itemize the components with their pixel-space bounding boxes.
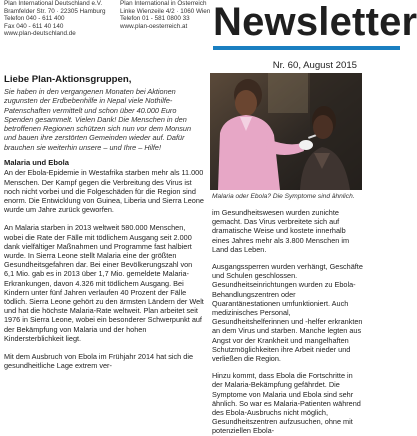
greeting-heading: Liebe Plan-Aktionsgruppen, — [4, 74, 132, 85]
address-austria — [120, 0, 210, 30]
address-line: www.plan-deutschland.de — [4, 30, 76, 38]
address-line: Bramfelder Str. 70 · 22305 Hamburg — [4, 7, 106, 15]
health-worker-photo — [210, 73, 362, 190]
article-photo — [210, 73, 362, 190]
issue-number: Nr. 60, August 2015 — [272, 60, 357, 71]
title-underline-rule — [213, 46, 400, 50]
address-line: Telefon 040 - 611 400 — [4, 15, 65, 23]
newsletter-title: Newsletter — [213, 0, 417, 44]
section-heading: Malaria und Ebola — [4, 158, 69, 168]
article-paragraph: Hinzu kommt, dass Ebola die Fortschritte in der Malaria-Bekämpfung gefährdet. Die Symptome von Malaria und Ebola sind sehr ähnlich. So war es Malaria-Patienten während des Ebola-Ausbruchs nicht möglich, Gesundheitszentren aufzusuchen, ohne mit potenziellen Ebola- — [212, 371, 361, 436]
article-paragraph: An der Ebola-Epidemie in Westafrika starben mehr als 11.000 Menschen. Der Kampf gegen die Verbreitung des Virus ist noch nicht vorbei und die Folgeschäden für die Region sind enorm. Die Entwicklung von Guinea, Liberia und Sierra Leone wurde um Jahre zurück geworfen. — [4, 168, 204, 215]
photo-caption: Malaria oder Ebola? Die Symptome sind ähnlich. — [212, 193, 355, 200]
address-line: Plan International Deutschland e.V. — [4, 0, 103, 7]
address-line: Linke Wienzeile 4/2 · 1060 Wien — [120, 7, 211, 15]
article-paragraph: Ausgangssperren wurden verhängt, Geschäfte und Schulen geschlossen. Gesundheitseinrichtungen wurden zu Ebola-Behandlungszentren oder Quarantänestationen umfunktioniert. Auch medizinisches Personal, Gesundheitshelferinnen und -helfer erkrankten an dem Virus und starben. Manche legten aus Angst vor der Krankheit und mangelhaften Schutzmöglichkeiten ihre Arbeit nieder und verließen die Region. — [212, 262, 363, 364]
newsletter-header — [0, 0, 417, 71]
left-column — [4, 74, 204, 400]
address-line: Plan International in Österreich — [120, 0, 207, 7]
article-paragraph: Mit dem Ausbruch von Ebola im Frühjahr 2014 hat sich die gesundheitliche Lage extrem ver- — [4, 352, 194, 371]
article-paragraph: An Malaria starben in 2013 weltweit 580.000 Menschen, wobei die Rate der Fälle mit tödlichem Ausgang seit 2.000 dank vielfältiger Maßnahmen und Programme fast halbiert wurde. In Sierra Leone stellt Malaria eine der größten Gesundheitsgefahren dar. Bei einer Bevölkerungszahl von 6,1 Mio. gab es in 2013 über 1,7 Mio. gemeldete Malaria-Erkrankungen, davon 4.326 mit tödlichem Ausgang. Bei Kindern unter fünf Jahren verlaufen 40 Prozent der Fälle tödlich. Sierra Leone gehört zu den ärmsten Ländern der Welt und hat die höchste Malaria-Rate weltweit. Plan arbeitet seit 1976 in Sierra Leone, wobei ein besonderer Schwerpunkt auf der Bekämpfung von Malaria und der hohen Kindersterblichkeit liegt. — [4, 223, 204, 343]
article-paragraph: im Gesundheitswesen wurden zunichte gemacht. Das Virus verbreitete sich auf dramatische Weise und kostete innerhalb eines Jahres mehr als 3.800 Menschen im Land das Leben. — [212, 208, 350, 254]
right-column — [212, 208, 364, 436]
address-line: Telefon 01 - 581 0800 33 — [120, 15, 190, 23]
intro-text: Sie haben in den vergangenen Monaten bei Aktionen zugunsten der Erdbebenhilfe in Nepal viele Nothilfe-Patenschaften vermittelt und schon über 40.000 Euro Spenden gesammelt. Vielen Dank! Die Menschen in den betroffenen Regionen schützen sich nun vor dem Monsun und bauen ihre zerstörten Gemeinden wieder auf. Dafür brauchen sie weiterhin unsere – und Ihre – Hilfe! — [4, 87, 191, 152]
address-germany — [4, 0, 106, 38]
address-line: www.plan-oesterreich.at — [120, 22, 188, 30]
address-line: Fax 040 - 611 40 140 — [4, 22, 64, 30]
